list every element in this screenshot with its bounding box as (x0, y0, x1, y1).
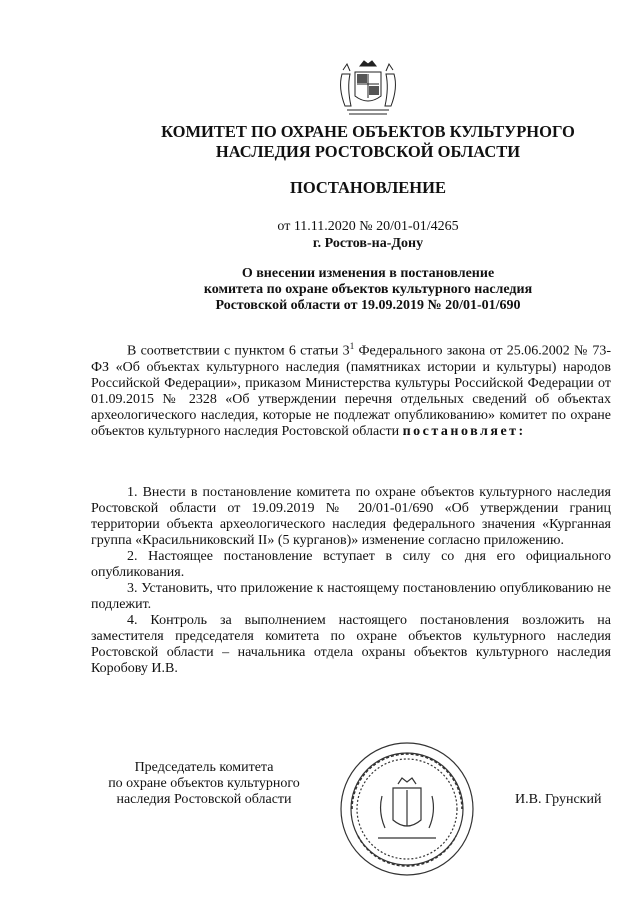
date-number: от 11.11.2020 № 20/01-01/4265 (277, 219, 459, 234)
signer-position-line-3: наследия Ростовской области (116, 792, 292, 807)
preamble-paragraph (91, 338, 611, 440)
resolution-item: 4. Контроль за выполнением настоящего постановления возложить на заместителя председателя комитета по охране объектов культурного наследия Ростовской области – начальника отдела охраны объектов культурного наследия Коробову И.В. (91, 613, 611, 676)
signer-position-line-2: по охране объектов культурного (108, 776, 300, 791)
resolution-item: 1. Внести в постановление комитета по охране объектов культурного наследия Ростовской области от 19.09.2019 № 20/01-01/690 «Об утверждении границ территории объекта археологического наследия федерального значения «Курганная группа «Красильниковский II» (5 курганов)» изменение согласно приложению. (91, 485, 611, 548)
preamble (91, 338, 611, 440)
document-meta (0, 218, 640, 252)
preamble-text-2: Федерального закона от 25.06.2002 № 73-ФЗ «Об объектах культурного наследия (памятниках истории и культуры) народов Российской Федерации», приказом Министерства культуры Российской Федерации от 01.09.2015 № 2328 «Об утверждении перечня отдельных сведений об объектах археологического наследия, которые не подлежат опубликованию» комитет по охране объектов культурного наследия Ростовской области (91, 343, 612, 439)
organization-name (0, 122, 640, 162)
subject-line-2: комитета по охране объектов культурного наследия (203, 282, 533, 297)
subject-line-3: Ростовской области от 19.09.2019 № 20/01-01/690 (215, 298, 521, 313)
org-line-2: НАСЛЕДИЯ РОСТОВСКОЙ ОБЛАСТИ (215, 142, 521, 161)
subject-line-1: О внесении изменения в постановление (241, 266, 495, 281)
coat-of-arms-icon (333, 58, 403, 118)
city: г. Ростов-на-Дону (312, 236, 424, 251)
signer-name: И.В. Грунский (515, 792, 602, 807)
signer-position-line-1: Председатель комитета (134, 760, 274, 775)
preamble-text-1: В соответствии с пунктом 6 статьи 3 (127, 343, 350, 359)
resolution-item: 3. Установить, что приложение к настоящему постановлению опубликованию не подлежит. (91, 581, 611, 612)
document-type: ПОСТАНОВЛЕНИЕ (290, 178, 446, 197)
resolves-word: постановляет: (402, 423, 526, 439)
superscript: 1 (349, 341, 355, 351)
resolution-item: 2. Настоящее постановление вступает в силу со дня его официального опубликования. (91, 549, 611, 580)
org-line-1: КОМИТЕТ ПО ОХРАНЕ ОБЪЕКТОВ КУЛЬТУРНОГО (161, 122, 575, 141)
signer-position (92, 760, 316, 808)
resolution-items (91, 485, 611, 677)
official-seal-icon (338, 740, 476, 878)
document-subject (0, 266, 640, 314)
